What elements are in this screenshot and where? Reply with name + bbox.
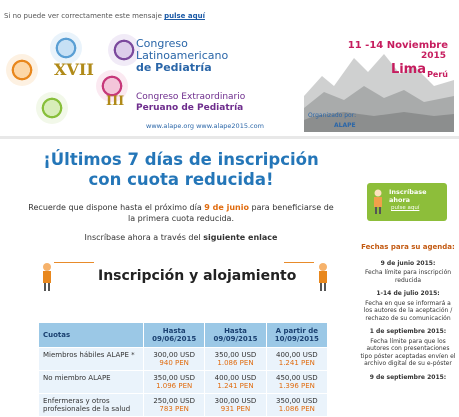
column-header: Cuotas xyxy=(39,323,143,347)
agenda-desc: Fecha límite para que los autores con presentaciones tipo póster aceptadas envíen el archivo digital de su e-póster xyxy=(360,337,456,367)
fees-table xyxy=(38,322,328,417)
agenda-desc: Fecha en que se informará a los autores de la aceptación / rechazo de su comunicación xyxy=(363,299,453,322)
agenda-date: 9 de junio 2015: xyxy=(380,259,436,267)
agenda-desc: Fecha límite para inscripción reducida xyxy=(364,269,452,284)
roman-numeral-primary: XVII xyxy=(54,60,94,79)
cta-link[interactable]: pulse aquí xyxy=(391,205,420,211)
event-year: 2015 xyxy=(420,51,446,61)
register-now-button[interactable] xyxy=(367,183,447,221)
subscribe-link[interactable]: siguiente enlace xyxy=(203,233,278,242)
congress-subtitle: Congreso Extraordinario Peruano de Pediatría xyxy=(136,92,246,113)
view-online-link[interactable]: pulse aquí xyxy=(164,12,205,20)
agenda-title: Fechas para su agenda: xyxy=(361,243,455,251)
headline: ¡Últimos 7 días de inscripción con cuota reducida! xyxy=(43,150,319,189)
price-cell: 300,00 USD 940 PEN xyxy=(144,348,204,370)
table-row xyxy=(39,371,327,393)
header-banner xyxy=(0,24,459,128)
column-header: Hasta 09/06/2015 xyxy=(144,323,204,347)
view-online-note: Si no puede ver correctamente este mensaje pulse aquí xyxy=(4,12,205,20)
subscribe-text: Inscríbase ahora a través del siguiente enlace xyxy=(84,233,278,242)
cta-title: Inscríbase ahora xyxy=(389,188,427,204)
child-figure-icon xyxy=(372,189,384,215)
roman-numeral-secondary: III xyxy=(106,94,125,109)
event-city: Lima xyxy=(390,62,426,77)
price-cell: 300,00 USD 931 PEN xyxy=(205,394,265,416)
child-figure-right-icon xyxy=(316,262,330,292)
price-cell: 400,00 USD 1.241 PEN xyxy=(267,348,327,370)
price-cell: 450,00 USD 1.396 PEN xyxy=(267,371,327,393)
column-header: Hasta 09/09/2015 xyxy=(205,323,265,347)
price-cell: 250,00 USD 783 PEN xyxy=(144,394,204,416)
price-cell: 400,00 USD 1.241 PEN xyxy=(205,371,265,393)
header-divider xyxy=(0,136,459,139)
table-row xyxy=(39,348,327,370)
main-content xyxy=(28,150,334,296)
agenda-date: 9 de septiembre 2015: xyxy=(369,373,447,381)
section-header xyxy=(28,254,334,296)
section-line-right xyxy=(284,262,314,293)
dates-agenda xyxy=(360,244,456,381)
agenda-date: 1-14 de julio 2015: xyxy=(376,290,440,297)
section-title: Inscripción y alojamiento xyxy=(98,268,297,284)
congress-logo xyxy=(6,32,296,128)
congress-title: Congreso Latinoamericano de Pediatría xyxy=(136,37,229,74)
agenda-date: 1 de septiembre 2015: xyxy=(369,328,447,335)
row-label: No miembro ALAPE xyxy=(39,371,143,393)
orange-roundel-icon xyxy=(6,54,38,86)
table-row xyxy=(39,394,327,416)
event-dates: 11 -14 Noviembre xyxy=(347,40,448,51)
alape-logo: ALAPE xyxy=(334,122,356,129)
lima-banner xyxy=(304,36,454,132)
price-cell: 350,00 USD 1.096 PEN xyxy=(144,371,204,393)
table-header-row xyxy=(39,323,327,347)
section-line-left xyxy=(54,262,94,293)
organizer-label: Organizado por: xyxy=(308,112,357,119)
congress-urls: www.alape.org www.alape2015.com xyxy=(146,122,264,130)
reminder-text: Recuerde que dispone hasta el próximo día 9 de junio para beneficiarse de la primera cuota reducida. xyxy=(28,203,334,223)
column-header: A partir de 10/09/2015 xyxy=(267,323,327,347)
event-country: Perú xyxy=(427,70,448,79)
deadline-date: 9 de junio xyxy=(204,203,249,212)
row-label: Enfermeras y otros profesionales de la salud xyxy=(39,394,143,416)
price-cell: 350,00 USD 1.086 PEN xyxy=(267,394,327,416)
row-label: Miembros hábiles ALAPE * xyxy=(39,348,143,370)
green-roundel-icon xyxy=(36,92,68,124)
child-figure-left-icon xyxy=(40,262,54,292)
price-cell: 350,00 USD 1.086 PEN xyxy=(205,348,265,370)
